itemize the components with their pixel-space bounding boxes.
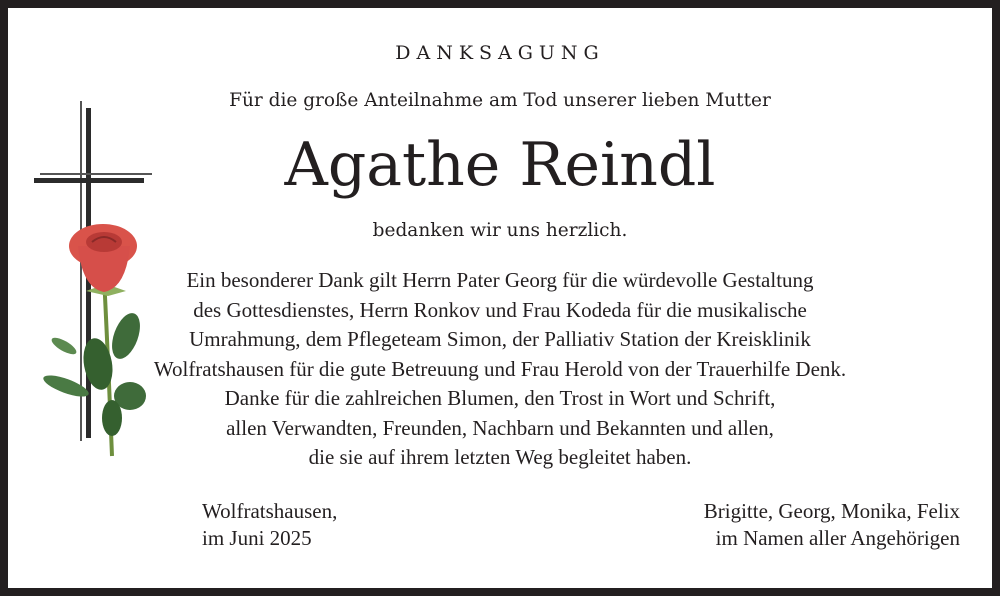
signatories: Brigitte, Georg, Monika, Felix xyxy=(703,499,960,523)
body-line: Umrahmung, dem Pflegeteam Simon, der Palliativ Station der Kreisklinik xyxy=(189,327,811,351)
body-line: allen Verwandten, Freunden, Nachbarn und Bekannten und allen, xyxy=(226,415,774,440)
body-line: Danke für die zahlreichen Blumen, den Trost in Wort und Schrift, xyxy=(224,386,776,410)
signatories-note: im Namen aller Angehörigen xyxy=(715,526,960,550)
body-line: Wolfratshausen für die gute Betreuung und Frau Herold von der Trauerhilfe Denk. xyxy=(153,356,847,381)
notice-body xyxy=(0,266,1000,473)
date: im Juni 2025 xyxy=(202,526,312,550)
notice-thanks: bedanken wir uns herzlich. xyxy=(372,220,628,241)
place: Wolfratshausen, xyxy=(202,499,338,523)
obituary-card xyxy=(8,8,992,588)
body-line: des Gottesdienstes, Herrn Ronkov und Frau Kodeda für die musikalische xyxy=(193,297,807,322)
notice-heading: DANKSAGUNG xyxy=(395,42,605,64)
deceased-name: Agathe Reindl xyxy=(284,130,716,200)
notice-intro: Für die große Anteilnahme am Tod unserer lieben Mutter xyxy=(229,90,771,111)
place-and-date xyxy=(202,498,337,552)
signature-block xyxy=(704,498,960,552)
body-line: Ein besonderer Dank gilt Herrn Pater Georg für die würdevolle Gestaltung xyxy=(186,268,814,292)
body-line: die sie auf ihrem letzten Weg begleitet haben. xyxy=(308,445,692,469)
